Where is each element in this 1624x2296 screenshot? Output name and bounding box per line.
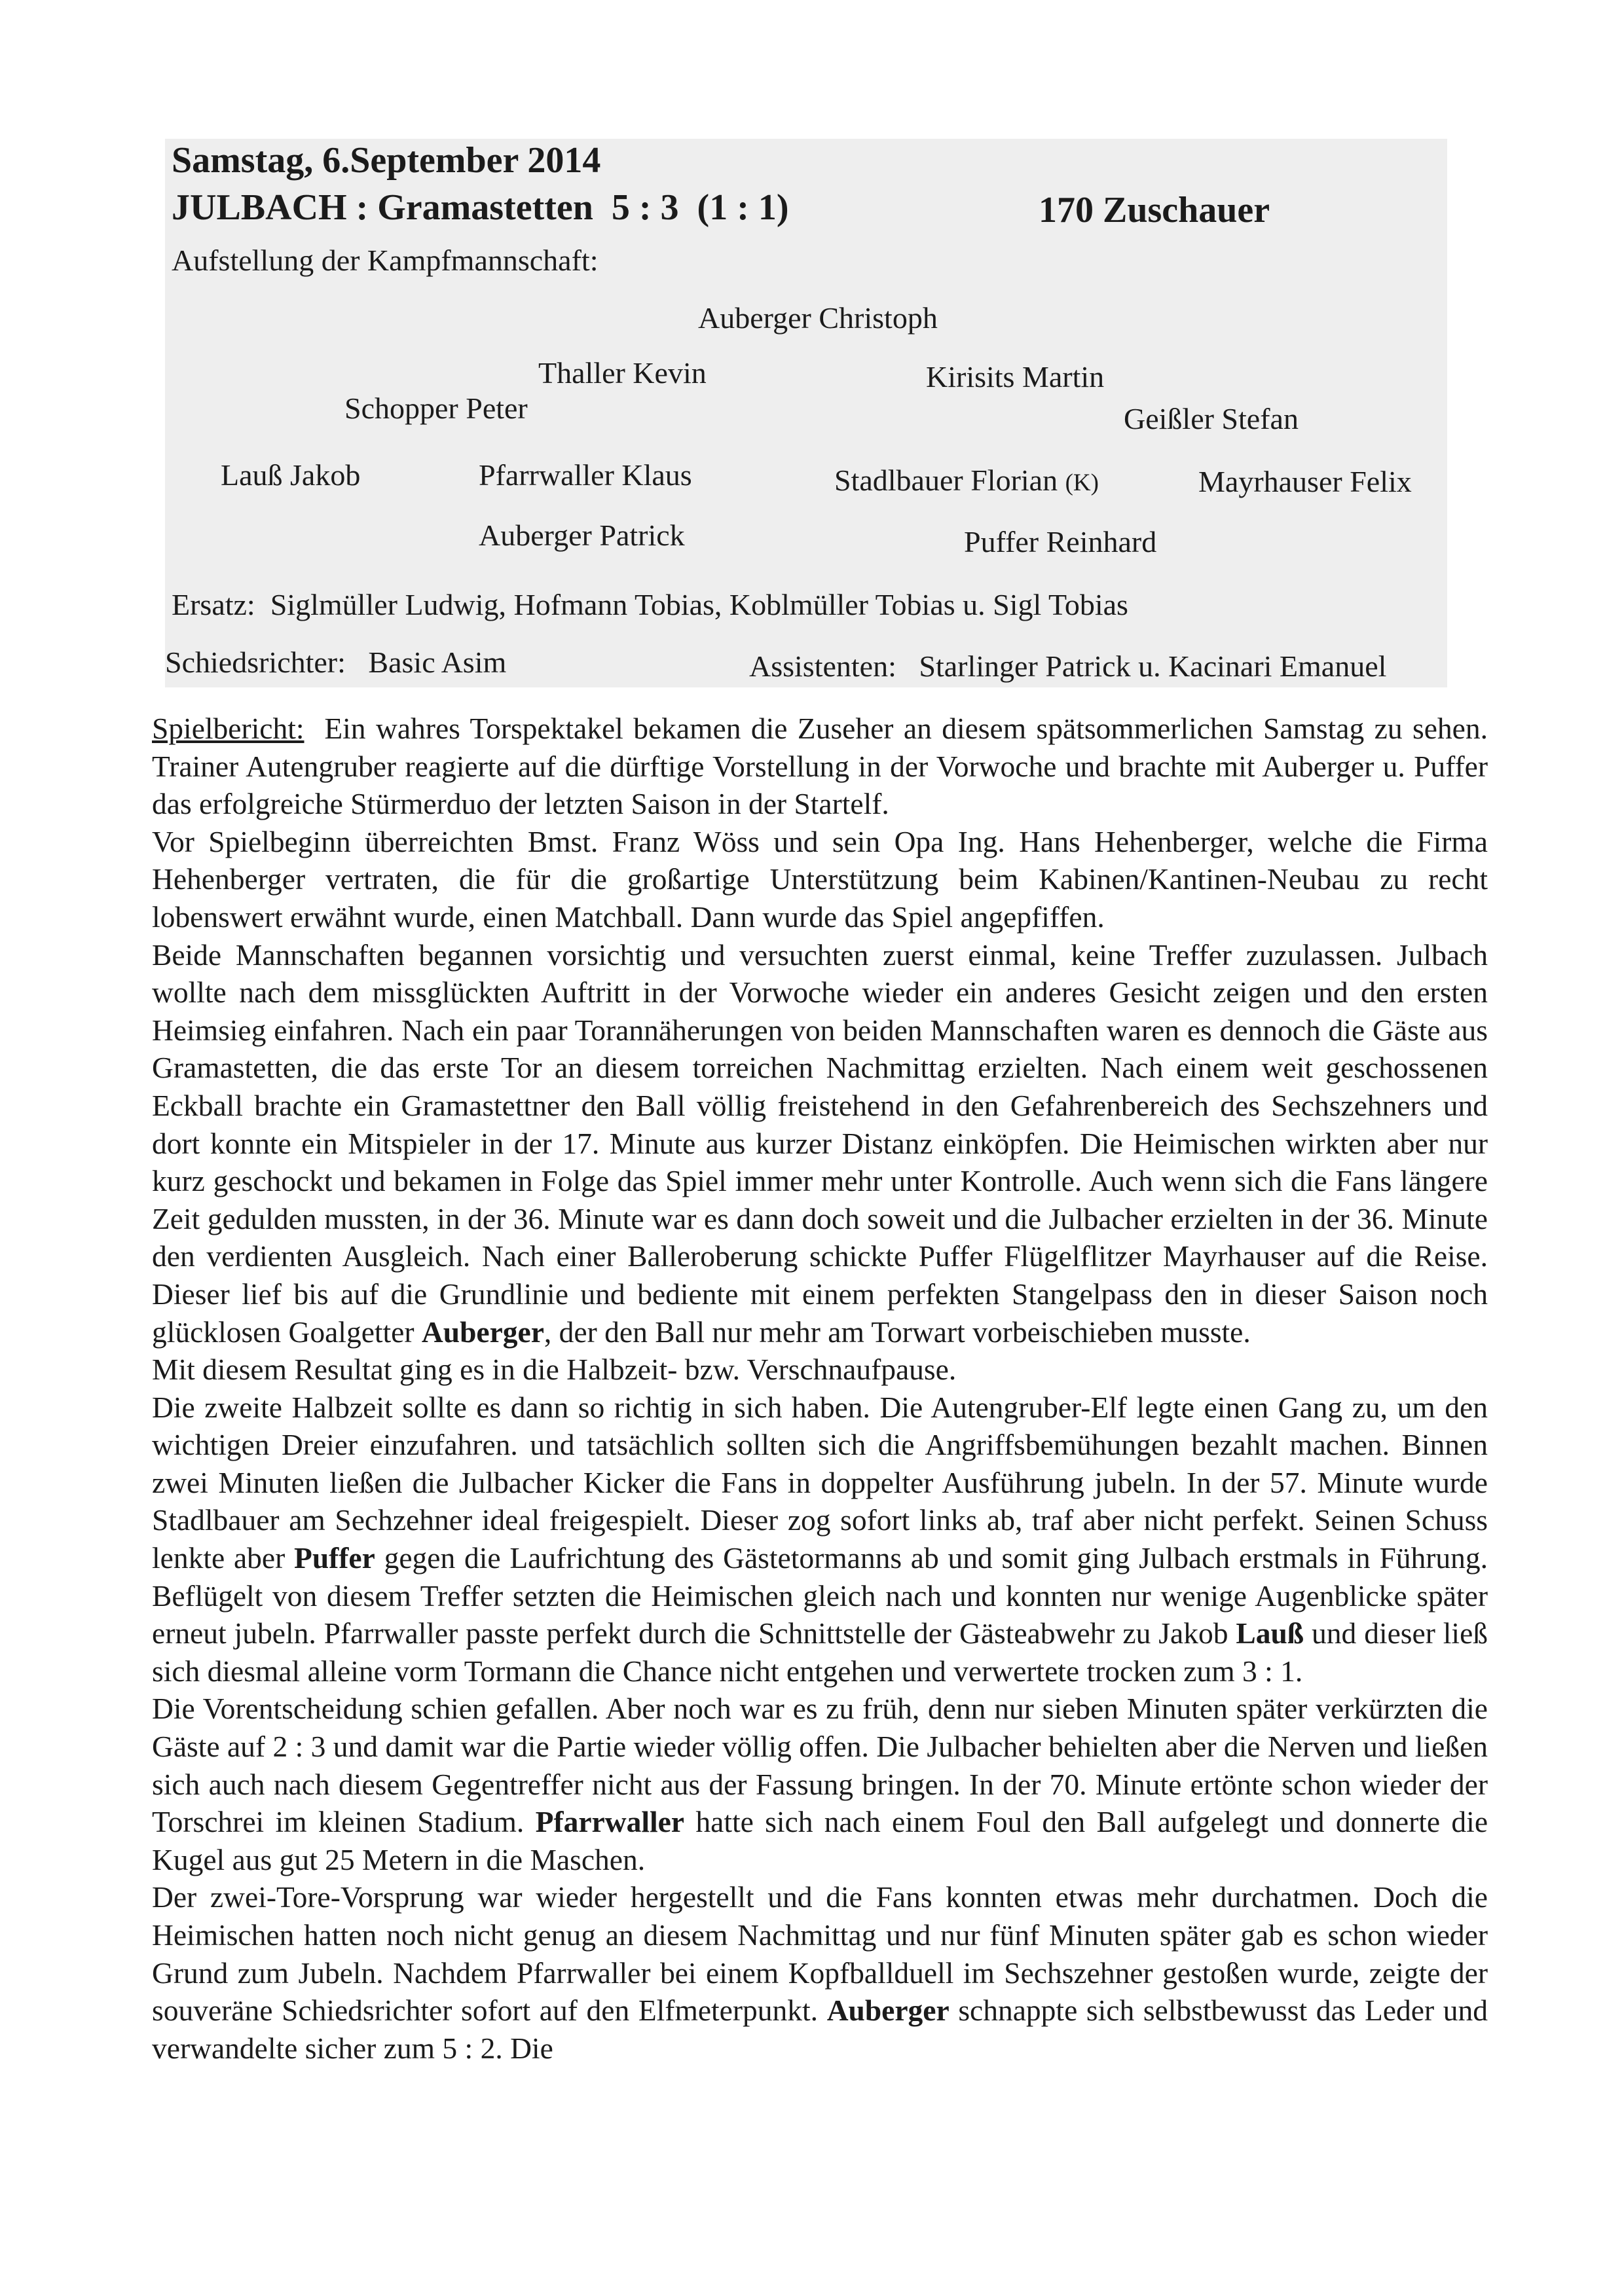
assistants-line <box>749 648 1386 685</box>
referee-label: Schiedsrichter: <box>165 646 346 679</box>
scorer-name: Auberger <box>421 1315 544 1349</box>
report-paragraph: Vor Spielbeginn überreichten Bmst. Franz Wöss und sein Opa Ing. Hans Hehenberger, welche die Firma Hehenberger vertraten, die für die großartige Unterstützung beim Kabinen/Kantinen-Neubau zu recht lobenswert erwähnt wurde, einen Matchball. Dann wurde das Spiel angepfiffen. <box>152 824 1488 934</box>
substitutes-line <box>172 587 1128 623</box>
report-paragraph: Die Vorentscheidung schien gefallen. Aber noch war es zu früh, denn nur sieben Minuten später verkürzten die Gäste auf 2 : 3 und damit war die Partie wieder völlig offen. Die Julbacher behielten aber die Nerven und ließen sich auch nach diesem Gegentreffer nicht aus der Fassung bringen. In der 70. Minute ertönte schon wieder der Torschrei im kleinen Stadium. Pfarrwaller hatte sich nach einem Foul den Ball aufgelegt und donnerte die Kugel aus gut 25 Metern in die Maschen. <box>152 1692 1488 1876</box>
match-report <box>152 710 1488 2067</box>
report-paragraph: Beide Mannschaften begannen vorsichtig und versuchten zuerst einmal, keine Treffer zuzulassen. Julbach wollte nach dem missglückten Auftritt in der Vorwoche wieder ein anderes Gesicht zeigen und den ersten Heimsieg einfahren. Nach ein paar Torannäherungen von beiden Mannschaften waren es dennoch die Gäste aus Gramastetten, die das erste Tor an diesem torreichen Nachmittag erzielten. Nach einem weit geschossenen Eckball brachte ein Gramastettner den Ball völlig freistehend in den Gefahrenbereich des Sechszehners und dort konnte ein Mitspieler in der 17. Minute aus kurzer Distanz einköpfen. Die Heimischen wirkten aber nur kurz geschockt und bekamen in Folge das Spiel immer mehr unter Kontrolle. Auch wenn sich die Fans längere Zeit gedulden mussten, in der 36. Minute war es dann doch soweit und die Julbacher erzielten in der 36. Minute den verdienten Ausgleich. Nach einer Balleroberung schickte Puffer Flügelflitzer Mayrhauser auf die Reise. Dieser lief bis auf die Grundlinie und bediente mit einem perfekten Stangelpass den in dieser Saison noch glücklosen Goalgetter Auberger, der den Ball nur mehr am Torwart vorbeischieben musste. <box>152 938 1488 1349</box>
match-date: Samstag, 6.September 2014 <box>172 140 601 181</box>
player-midfield-4: Mayrhauser Felix <box>1198 465 1412 498</box>
player-midfield-1: Lauß Jakob <box>221 458 361 492</box>
assistants-names: Starlinger Patrick u. Kacinari Emanuel <box>919 649 1387 683</box>
assistants-label: Assistenten: <box>749 649 896 683</box>
player-midfield-3 <box>834 462 1099 501</box>
report-paragraph: Die zweite Halbzeit sollte es dann so richtig in sich haben. Die Autengruber-Elf legte einen Gang zu, um den wichtigen Dreier einzufahren. und tatsächlich sollten sich die Angriffsbemühungen bezahlt machen. Binnen zwei Minuten ließen die Julbacher Kicker die Fans in doppelter Ausführung jubeln. In der 57. Minute wurde Stadlbauer am Sechzehner ideal freigespielt. Dieser zog sofort links ab, traf aber nicht perfekt. Seinen Schuss lenkte aber Puffer gegen die Laufrichtung des Gästetormanns ab und somit ging Julbach erstmals in Führung. Beflügelt von diesem Treffer setzten die Heimischen gleich nach und konnten nur wenige Augenblicke später erneut jubeln. Pfarrwaller passte perfekt durch die Schnittstelle der Gästeabwehr zu Jakob Lauß und dieser ließ sich diesmal alleine vorm Tormann die Chance nicht entgehen und verwertete trocken zum 3 : 1. <box>152 1390 1488 1688</box>
match-result: JULBACH : Gramastetten 5 : 3 (1 : 1) <box>172 187 789 228</box>
report-label: Spielbericht: <box>152 712 304 745</box>
scorer-name: Lauß <box>1236 1616 1304 1650</box>
scorer-name: Auberger <box>826 1994 950 2028</box>
player-fullback-right: Geißler Stefan <box>1124 402 1299 435</box>
player-midfield-3-name: Stadlbauer Florian <box>834 464 1058 497</box>
referee-line <box>165 644 506 681</box>
report-paragraph: Mit diesem Resultat ging es in die Halbzeit- bzw. Verschnaufpause. <box>152 1353 957 1387</box>
lineup-label: Aufstellung der Kampfmannschaft: <box>172 244 599 277</box>
spectator-count: 170 Zuschauer <box>1039 190 1270 230</box>
player-fullback-left: Schopper Peter <box>344 392 528 425</box>
report-paragraph: Der zwei-Tore-Vorsprung war wieder hergestellt und die Fans konnten etwas mehr durchatmen. Doch die Heimischen hatten noch nicht genug an diesem Nachmittag und nur fünf Minuten später gab es schon wieder Grund zum Jubeln. Nachdem Pfarrwaller bei einem Kopfballduell im Sechszehner gestoßen wurde, zeigte der souveräne Schiedsrichter sofort auf den Elfmeterpunkt. Auberger schnappte sich selbstbewusst das Leder und verwandelte sicher zum 5 : 2. Die <box>152 1880 1488 2065</box>
player-forward-left: Auberger Patrick <box>479 519 685 552</box>
scorer-name: Pfarrwaller <box>535 1805 684 1839</box>
player-center-back-left: Thaller Kevin <box>538 356 707 390</box>
scorer-name: Puffer <box>294 1541 375 1575</box>
player-goalkeeper: Auberger Christoph <box>698 301 938 335</box>
report-paragraph: Spielbericht: Ein wahres Torspektakel bekamen die Zuseher an diesem spätsommerlichen Samstag zu sehen. Trainer Autengruber reagierte auf die dürftige Vorstellung in der Vorwoche und brachte mit Auberger u. Puffer das erfolgreiche Stürmerduo der letzten Saison in der Startelf. <box>152 712 1488 821</box>
referee-name: Basic Asim <box>368 646 507 679</box>
player-center-back-right: Kirisits Martin <box>926 360 1105 393</box>
player-forward-right: Puffer Reinhard <box>964 525 1157 558</box>
substitutes-label: Ersatz: <box>172 588 255 621</box>
captain-mark: (K) <box>1065 469 1099 496</box>
player-midfield-2: Pfarrwaller Klaus <box>479 458 692 492</box>
substitutes-names: Siglmüller Ludwig, Hofmann Tobias, Koblmüller Tobias u. Sigl Tobias <box>270 588 1128 621</box>
